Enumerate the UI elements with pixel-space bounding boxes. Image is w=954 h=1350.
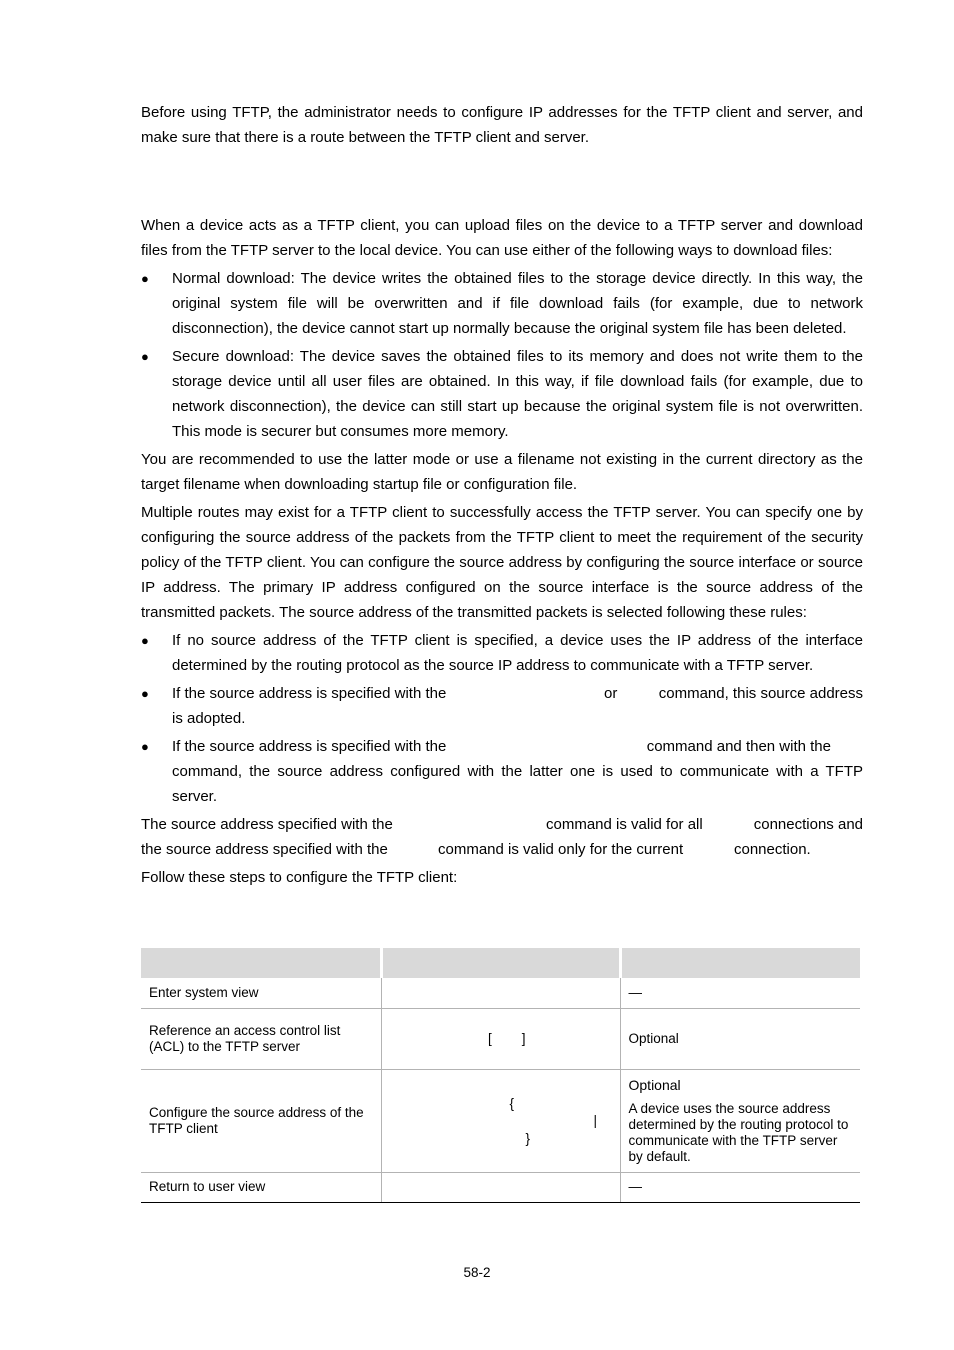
table-header-cell (620, 948, 860, 978)
command-cell: [ ] (381, 1008, 620, 1069)
table-row (141, 1008, 860, 1069)
table-header-cell (381, 948, 620, 978)
remarks-cell: — (620, 978, 860, 1008)
config-steps-table (141, 948, 860, 1203)
remarks-cell: — (620, 1172, 860, 1202)
page-body (141, 100, 863, 893)
page-number: 58-2 (463, 1265, 491, 1280)
task-cell: Reference an access control list (ACL) to the TFTP server (141, 1008, 381, 1069)
list-item: ● If no source address of the TFTP client is specified, a device uses the IP address of the interface determined by the routing protocol as the source IP address to communicate with a TFTP server. (141, 628, 863, 678)
remarks-cell: Optional (620, 1008, 860, 1069)
task-cell: Enter system view (141, 978, 381, 1008)
bullet-icon: ● (141, 686, 149, 701)
command-cell (381, 978, 620, 1008)
intro-paragraph: Before using TFTP, the administrator needs to configure IP addresses for the TFTP client and server, and make sure that there is a route between the TFTP client and server. (141, 104, 863, 146)
remarks-cell: Optional A device uses the source address determined by the routing protocol to communicate with the TFTP server by default. (620, 1069, 860, 1172)
bullet-icon: ● (141, 633, 149, 648)
command-cell: { | } (381, 1069, 620, 1172)
steps-intro: Follow these steps to configure the TFTP client: (141, 869, 458, 886)
routes-paragraph: Multiple routes may exist for a TFTP client to successfully access the TFTP server. You can specify one by configuring the source address of the packets from the TFTP client to meet the requirement of the security policy of the TFTP client. You can configure the source address by configuring the source interface or source IP address. The primary IP address configured on the source interface is the source address of the transmitted packets. The source address of the transmitted packets is selected following these rules: (141, 504, 863, 621)
table-row (141, 978, 860, 1008)
bullet-icon: ● (141, 739, 149, 754)
client-paragraph: When a device acts as a TFTP client, you can upload files on the device to a TFTP server and download files from the TFTP server to the local device. You can use either of the following ways to download files: (141, 217, 863, 259)
command-cell (381, 1172, 620, 1202)
table-row (141, 1069, 860, 1172)
bullet-icon: ● (141, 349, 149, 364)
list-item: ● Normal download: The device writes the obtained files to the storage device directly. In this way, the original system file will be overwritten and if file download fails (for example, due to network disconnection), the device cannot start up normally because the original system file has been deleted. (141, 266, 863, 341)
table-header-cell (141, 948, 381, 978)
validity-paragraph: The source address specified with the command is valid for all connections and the source address specified with the command is valid only for the current connection. (141, 816, 863, 858)
bullet-icon: ● (141, 271, 149, 286)
list-item: ● Secure download: The device saves the obtained files to its memory and does not write them to the storage device until all user files are obtained. In this way, if file download fails (for example, due to network disconnection), the device can still start up because the original system file is not overwritten. This mode is securer but consumes more memory. (141, 344, 863, 444)
list-item: ● If the source address is specified with the or command, this source address is adopted. (141, 681, 863, 731)
table-header-row (141, 948, 860, 978)
task-cell: Return to user view (141, 1172, 381, 1202)
recommend-paragraph: You are recommended to use the latter mode or use a filename not existing in the current directory as the target filename when downloading startup file or configuration file. (141, 451, 863, 493)
list-item: ● If the source address is specified with the command and then with the command, the source address configured with the latter one is used to communicate with a TFTP server. (141, 734, 863, 809)
table-row (141, 1172, 860, 1202)
task-cell: Configure the source address of the TFTP client (141, 1069, 381, 1172)
